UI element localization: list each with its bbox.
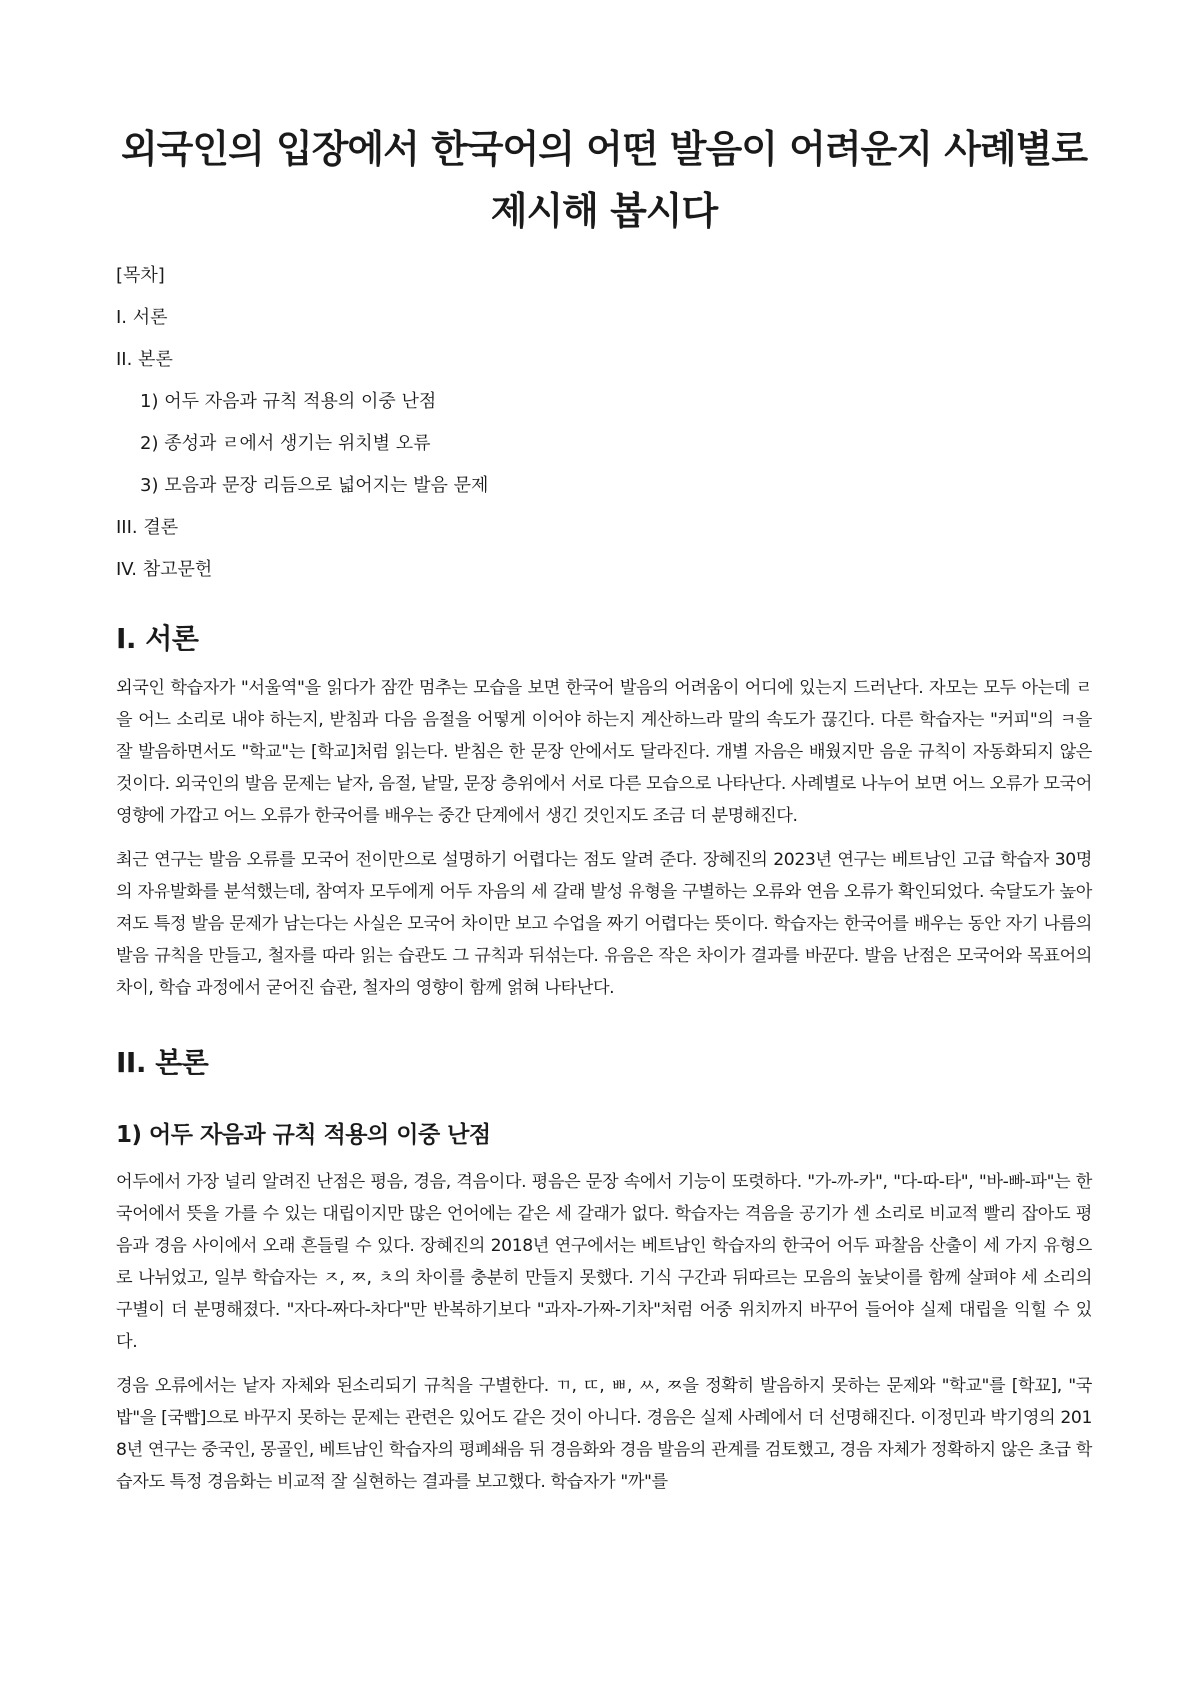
document-title: 외국인의 입장에서 한국어의 어떤 발음이 어려운지 사례별로 제시해 봅시다: [120, 127, 1088, 233]
body-sub1-paragraph-1: 어두에서 가장 널리 알려진 난점은 평음, 경음, 격음이다. 평음은 문장 속에서 기능이 또렷하다. "가-까-카", "다-따-타", "바-빠-파"는 한국어에서 뜻을 가를 수 있는 대립이지만 많은 언어에는 같은 세 갈래가 없다. 학습자는 격음을 공기가 센 소리로 비교적 빨리 잡아도 평음과 경음 사이에서 오래 흔들릴 수 있다. 장혜진의 2018년 연구에서는 베트남인 학습자의 한국어 어두 파찰음 산출이 세 가지 유형으로 나뉘었고, 일부 학습자는 ㅈ, ㅉ, ㅊ의 차이를 충분히 만들지 못했다. 기식 구간과 뒤따르는 모음의 높낮이를 함께 살펴야 세 소리의 구별이 더 분명해졌다. "자다-짜다-차다"만 반복하기보다 "과자-가짜-기차"처럼 어중 위치까지 바꾸어 들어야 실제 대립을 익힐 수 있다.: [116, 1172, 1092, 1352]
toc-item-intro: I. 서론: [116, 307, 168, 328]
intro-paragraph-1: 외국인 학습자가 "서울역"을 읽다가 잠깐 멈추는 모습을 보면 한국어 발음의 어려움이 어디에 있는지 드러난다. 자모는 모두 아는데 ㄹ을 어느 소리로 내야 하는지, 받침과 다음 음절을 어떻게 이어야 하는지 계산하느라 말의 속도가 끊긴다. 다른 학습자는 "커피"의 ㅋ을 잘 발음하면서도 "학교"는 [학교]처럼 읽는다. 받침은 한 문장 안에서도 달라진다. 개별 자음은 배웠지만 음운 규칙이 자동화되지 않은 것이다. 외국인의 발음 문제는 낱자, 음절, 낱말, 문장 층위에서 서로 다른 모습으로 나타난다. 사례별로 나누어 보면 어느 오류가 모국어 영향에 가깝고 어느 오류가 한국어를 배우는 중간 단계에서 생긴 것인지도 조금 더 분명해진다.: [116, 678, 1092, 826]
toc-heading: [목차]: [116, 265, 165, 286]
toc-item-body-sub2: 2) 종성과 ㄹ에서 생기는 위치별 오류: [140, 433, 431, 454]
section-intro: [116, 622, 1092, 1004]
intro-paragraph-2: 최근 연구는 발음 오류를 모국어 전이만으로 설명하기 어렵다는 점도 알려 준다. 장혜진의 2023년 연구는 베트남인 고급 학습자 30명의 자유발화를 분석했는데, 참여자 모두에게 어두 자음의 세 갈래 발성 유형을 구별하는 오류와 연음 오류가 확인되었다. 숙달도가 높아져도 특정 발음 문제가 남는다는 사실은 모국어 차이만 보고 수업을 짜기 어렵다는 뜻이다. 학습자는 한국어를 배우는 동안 자기 나름의 발음 규칙을 만들고, 철자를 따라 읽는 습관도 그 규칙과 뒤섞는다. 유음은 작은 차이가 결과를 바꾼다. 발음 난점은 모국어와 목표어의 차이, 학습 과정에서 굳어진 습관, 철자의 영향이 함께 얽혀 나타난다.: [116, 850, 1092, 998]
toc-item-body: II. 본론: [116, 349, 173, 370]
table-of-contents: [116, 266, 1092, 580]
subsection-heading-1: 1) 어두 자음과 규칙 적용의 이중 난점: [116, 1122, 491, 1148]
toc-item-conclusion: III. 결론: [116, 517, 179, 538]
body-sub1-paragraph-2: 경음 오류에서는 낱자 자체와 된소리되기 규칙을 구별한다. ㄲ, ㄸ, ㅃ, ㅆ, ㅉ을 정확히 발음하지 못하는 문제와 "학교"를 [학꾜], "국밥"을 [국빱]으로 바꾸지 못하는 문제는 관련은 있어도 같은 것이 아니다. 경음은 실제 사례에서 더 선명해진다. 이정민과 박기영의 2018년 연구는 중국인, 몽골인, 베트남인 학습자의 평폐쇄음 뒤 경음화와 경음 발음의 관계를 검토했고, 경음 자체가 정확하지 않은 초급 학습자도 특정 경음화는 비교적 잘 실현하는 결과를 보고했다. 학습자가 "까"를: [116, 1376, 1092, 1492]
toc-item-references: IV. 참고문헌: [116, 559, 213, 580]
toc-item-body-sub1: 1) 어두 자음과 규칙 적용의 이중 난점: [140, 391, 437, 412]
section-heading-intro: I. 서론: [116, 622, 199, 655]
toc-item-body-sub3: 3) 모음과 문장 리듬으로 넓어지는 발음 문제: [140, 475, 489, 496]
section-heading-body: II. 본론: [116, 1046, 209, 1079]
section-body: [116, 1046, 1092, 1498]
